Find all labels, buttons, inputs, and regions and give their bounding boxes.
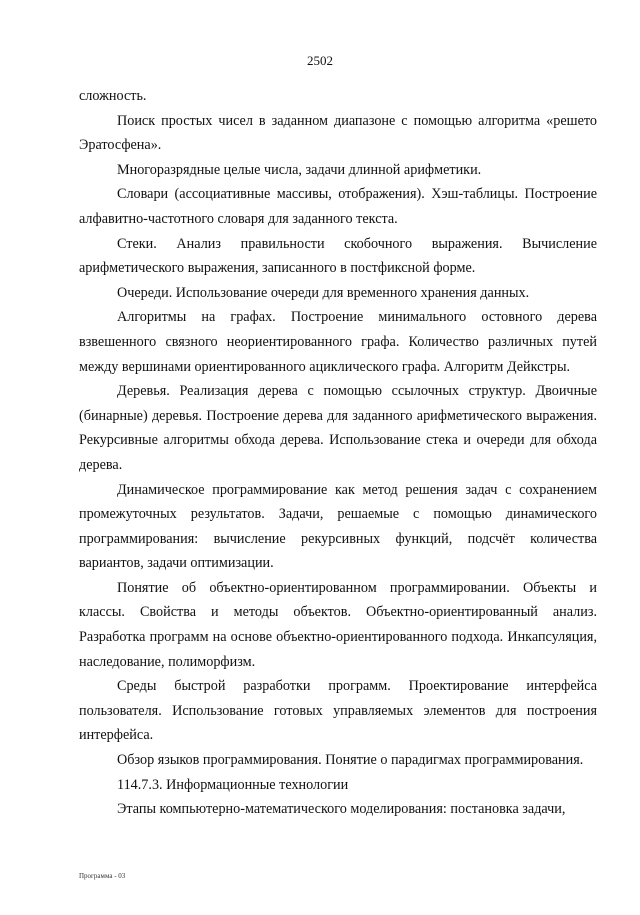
paragraph: Многоразрядные целые числа, задачи длинной арифметики.: [117, 161, 482, 178]
paragraph: Алгоритмы на графах. Построение минимального остовного дерева взвешенного связного неориентированного графа. Количество различных путей между вершинами ориентированного ациклического графа. Алгоритм Дейкстры.: [79, 309, 597, 375]
paragraph: Обзор языков программирования. Понятие о парадигмах программирования.: [117, 752, 584, 769]
paragraph: Этапы компьютерно-математического моделирования: постановка задачи,: [117, 801, 566, 818]
page-number: 2502: [307, 53, 333, 68]
paragraph: Очереди. Использование очереди для временного хранения данных.: [117, 284, 530, 301]
paragraph: Динамическое программирование как метод решения задач с сохранением промежуточных результатов. Задачи, решаемые с помощью динамического программирования: вычисление рекурсивных функций, подсчёт количества вариантов, задачи оптимизации.: [79, 481, 597, 572]
paragraph: сложность.: [79, 88, 147, 104]
paragraph: Словари (ассоциативные массивы, отображения). Хэш-таблицы. Построение алфавитно-частотного словаря для заданного текста.: [79, 186, 597, 227]
page-footer: Программа - 03: [79, 872, 126, 880]
section-heading: 114.7.3. Информационные технологии: [117, 776, 349, 793]
paragraph: Деревья. Реализация дерева с помощью ссылочных структур. Двоичные (бинарные) деревья. Построение дерева для заданного арифметического выражения. Рекурсивные алгоритмы обхода дерева. Использование стека и очереди для обхода дерева.: [79, 383, 597, 473]
document-body: [79, 84, 597, 822]
paragraph: Среды быстрой разработки программ. Проектирование интерфейса пользователя. Использование готовых управляемых элементов для построения интерфейса.: [79, 678, 597, 744]
paragraph: Понятие об объектно-ориентированном программировании. Объекты и классы. Свойства и методы объектов. Объектно-ориентированный анализ. Разработка программ на основе объектно-ориентированного подхода. Инкапсуляция, наследование, полиморфизм.: [79, 579, 597, 670]
paragraph: Стеки. Анализ правильности скобочного выражения. Вычисление арифметического выражения, записанного в постфиксной форме.: [79, 235, 597, 277]
paragraph: Поиск простых чисел в заданном диапазоне с помощью алгоритма «решето Эратосфена».: [79, 112, 597, 154]
